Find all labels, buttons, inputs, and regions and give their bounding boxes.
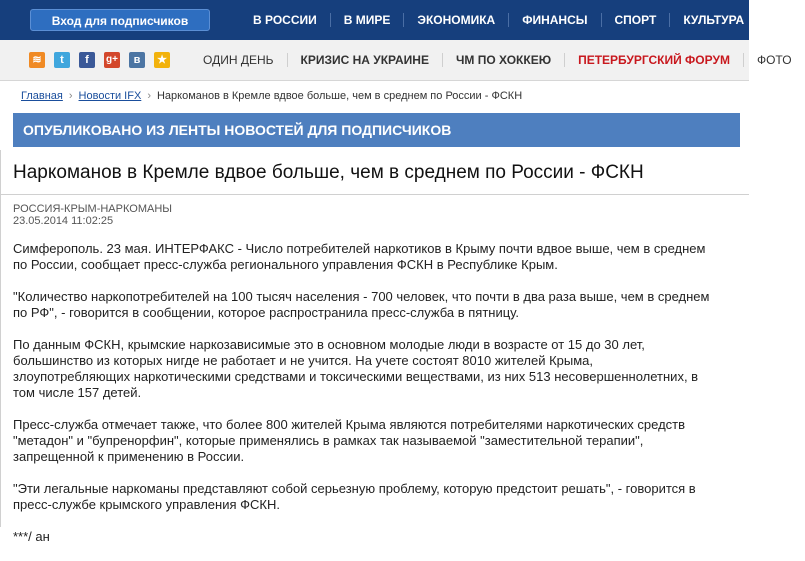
banner-text: ОПУБЛИКОВАНО ИЗ ЛЕНТЫ НОВОСТЕЙ ДЛЯ ПОДПИСЧИКОВ xyxy=(23,122,452,138)
article-title: Наркоманов в Кремле вдвое больше, чем в среднем по России - ФСКН xyxy=(13,162,644,183)
vk-icon[interactable]: в xyxy=(129,52,145,68)
article-paragraph: Симферополь. 23 мая. ИНТЕРФАКС - Число потребителей наркотиков в Крыму почти вдвое выше, чем в среднем по России, сообщает пресс-служба регионального управления ФСКН в Республике Крым. xyxy=(13,241,706,272)
title-divider xyxy=(0,194,749,195)
breadcrumb-section-link[interactable]: Новости IFX xyxy=(78,90,142,102)
article-paragraph: Пресс-служба отмечает также, что более 800 жителей Крыма являются потребителями наркотических средств "метадон" и "бупренорфин", которые применялись в рамках так называемой "заместительной терапии", запрещенной к применению в России. xyxy=(13,417,686,464)
rss-icon[interactable]: ≋ xyxy=(29,52,45,68)
topic-ukraine-crisis[interactable]: КРИЗИС НА УКРАИНЕ xyxy=(287,53,442,67)
google-plus-icon[interactable]: g+ xyxy=(104,52,120,68)
topic-photo[interactable]: ФОТО xyxy=(743,53,805,67)
twitter-icon[interactable]: t xyxy=(54,52,70,68)
article-tags[interactable]: РОССИЯ-КРЫМ-НАРКОМАНЫ xyxy=(13,203,173,215)
nav-finance[interactable]: ФИНАНСЫ xyxy=(508,13,600,27)
subscriber-feed-banner xyxy=(13,113,740,147)
breadcrumb-separator: › xyxy=(147,90,151,102)
breadcrumb-current: Наркоманов в Кремле вдвое больше, чем в среднем по России - ФСКН xyxy=(156,90,523,102)
subscriber-login-button[interactable]: Вход для подписчиков xyxy=(30,9,210,31)
topic-one-day[interactable]: ОДИН ДЕНЬ xyxy=(203,53,274,67)
article-body xyxy=(13,241,713,561)
nav-culture[interactable]: КУЛЬТУРА xyxy=(669,13,757,27)
facebook-icon[interactable]: f xyxy=(79,52,95,68)
article-date: 23.05.2014 11:02:25 xyxy=(13,215,114,227)
article-paragraph: "Эти легальные наркоманы представляют собой серьезную проблему, которую предстоит решать", - говорится в пресс-службе крымского управления ФСКН. xyxy=(13,481,696,512)
topic-petersburg-forum[interactable]: ПЕТЕРБУРГСКИЙ ФОРУМ xyxy=(564,53,743,67)
nav-sport[interactable]: СПОРТ xyxy=(601,13,670,27)
article-signature: ***/ ан xyxy=(13,529,50,544)
star-icon[interactable]: ★ xyxy=(154,52,170,68)
breadcrumb-separator: › xyxy=(68,90,73,102)
breadcrumb xyxy=(21,90,522,102)
topic-nav xyxy=(190,40,805,80)
nav-world[interactable]: В МИРЕ xyxy=(330,13,404,27)
nav-economy[interactable]: ЭКОНОМИКА xyxy=(403,13,508,27)
article-paragraph: "Количество наркопотребителей на 100 тысяч населения - 700 человек, что почти в два раза выше, чем в среднем по РФ", - говорится в сообщении, которое распространила пресс-служба в пятницу. xyxy=(13,289,710,320)
nav-russia[interactable]: В РОССИИ xyxy=(253,13,317,27)
breadcrumb-home-link[interactable]: Главная xyxy=(21,90,63,102)
topic-hockey-championship[interactable]: ЧМ ПО ХОККЕЮ xyxy=(442,53,564,67)
top-navigation-bar xyxy=(0,0,749,40)
main-nav xyxy=(240,0,757,40)
article-paragraph: По данным ФСКН, крымские наркозависимые это в основном молодые люди в возрасте от 15 до 30 лет, большинство из которых нигде не работает и не учится. На учете состоят 8010 жителей Крыма, злоупотребляющих наркотическими средствами и токсическими веществами, из них 513 несовершеннолетних, в том числе 157 детей. xyxy=(13,337,699,400)
social-icons xyxy=(29,52,170,68)
